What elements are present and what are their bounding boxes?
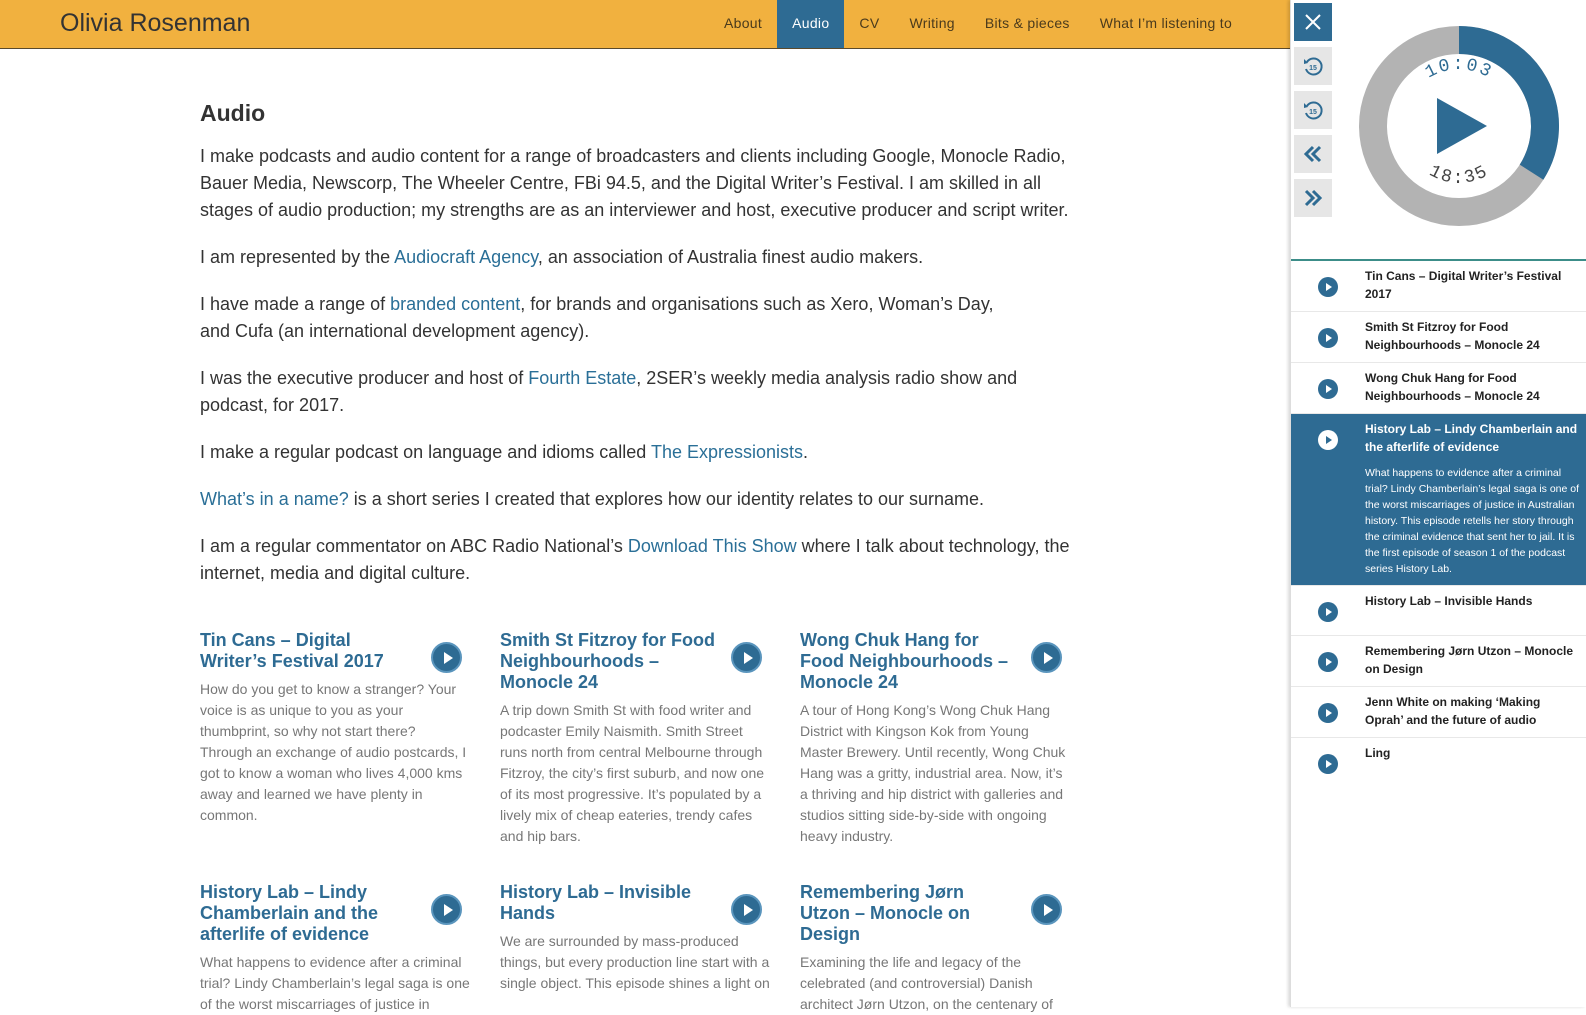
- main-nav: [709, 0, 1247, 48]
- audiocraft-link[interactable]: Audiocraft Agency: [394, 247, 538, 267]
- playlist-item-title: Ling: [1365, 746, 1391, 760]
- text: I have made a range of: [200, 294, 391, 314]
- playlist-item[interactable]: [1291, 636, 1586, 687]
- next-track-button[interactable]: [1294, 179, 1332, 217]
- playlist-item-title: History Lab – Lindy Chamberlain and the afterlife of evidence: [1365, 422, 1578, 454]
- playlist-item-title: Smith St Fitzroy for Food Neighbourhoods – Monocle 24: [1365, 320, 1540, 352]
- playlist-item[interactable]: [1291, 687, 1586, 738]
- playlist-item[interactable]: [1291, 261, 1586, 312]
- play-icon[interactable]: [1031, 642, 1062, 673]
- branded-paragraph: [200, 291, 1000, 345]
- play-icon[interactable]: [1437, 98, 1487, 154]
- nav-bits-pieces[interactable]: Bits & pieces: [984, 15, 1070, 31]
- whats-in-a-name-link[interactable]: What’s in a name?: [200, 489, 349, 509]
- elapsed-time: 10:03: [1422, 55, 1496, 84]
- branded-content-link[interactable]: branded content: [390, 294, 521, 314]
- forward-15-button[interactable]: [1294, 91, 1332, 129]
- episode-card: [500, 630, 772, 847]
- play-icon[interactable]: [1031, 894, 1062, 925]
- svg-text:10:03: [1422, 55, 1496, 83]
- episode-title[interactable]: History Lab – Invisible Hands: [500, 882, 692, 923]
- episode-card: [200, 882, 472, 1015]
- text: .: [803, 442, 809, 462]
- episode-title[interactable]: Smith St Fitzroy for Food Neighbourhoods – Monocle 24: [500, 630, 715, 692]
- episode-title[interactable]: History Lab – Lindy Chamberlain and the afterlife of evidence: [200, 882, 379, 944]
- play-icon[interactable]: [1318, 703, 1338, 723]
- episode-description: What happens to evidence after a criminal trial? Lindy Chamberlain’s legal saga is one of the worst miscarriages of justice in: [200, 954, 470, 1012]
- play-icon[interactable]: [1318, 652, 1338, 672]
- text: , an association of Australia finest audio makers.: [537, 247, 924, 267]
- download-this-show-link[interactable]: Download This Show: [627, 536, 797, 556]
- play-icon[interactable]: [431, 894, 462, 925]
- text: is a short series I created that explores how our identity relates to our surname.: [348, 489, 985, 509]
- forward-15-icon: [1301, 98, 1325, 122]
- download-show-paragraph: [200, 533, 1080, 587]
- playlist-item[interactable]: [1291, 312, 1586, 363]
- episode-title[interactable]: Tin Cans – Digital Writer’s Festival 2017: [200, 630, 384, 671]
- nav-writing[interactable]: Writing: [909, 15, 955, 31]
- text: I make a regular podcast on language and idioms called: [200, 442, 651, 462]
- playlist-item-title: Jenn White on making ‘Making Oprah’ and the future of audio: [1365, 695, 1541, 727]
- progress-dial[interactable]: [1359, 26, 1559, 226]
- main-content: [200, 100, 1080, 607]
- site-title[interactable]: Olivia Rosenman: [60, 9, 251, 37]
- playlist-item-title: Tin Cans – Digital Writer’s Festival 2017: [1365, 269, 1562, 301]
- episode-card: [800, 630, 1072, 847]
- playlist-item-title: History Lab – Invisible Hands: [1365, 594, 1533, 608]
- previous-track-button[interactable]: [1294, 135, 1332, 173]
- episode-card: [800, 882, 1072, 1015]
- fourth-estate-link[interactable]: Fourth Estate: [528, 368, 637, 388]
- agency-paragraph: [200, 244, 1080, 271]
- playlist-item-title: Remembering Jørn Utzon – Monocle on Design: [1365, 644, 1574, 676]
- whats-in-a-name-paragraph: [200, 486, 1080, 513]
- play-icon[interactable]: [731, 642, 762, 673]
- svg-text:18:35: [1426, 162, 1492, 189]
- playlist-item-title: Wong Chuk Hang for Food Neighbourhoods – Monocle 24: [1365, 371, 1540, 403]
- nav-about[interactable]: About: [724, 15, 763, 31]
- play-icon[interactable]: [1318, 277, 1338, 297]
- play-icon[interactable]: [1318, 602, 1338, 622]
- playlist-item[interactable]: [1291, 363, 1586, 414]
- text: I was the executive producer and host of: [200, 368, 529, 388]
- play-icon[interactable]: [1318, 754, 1338, 774]
- double-chevron-left-icon: [1302, 143, 1324, 165]
- episode-description: A trip down Smith St with food writer and podcaster Emily Naismith. Smith Street runs north from central Melbourne through Fitzroy, the city’s first suburb, and now one of its most progressive. It’s populated by a lively mix of cheap eateries, trendy cafes and hip bars.: [500, 702, 765, 844]
- close-player-button[interactable]: [1294, 3, 1332, 41]
- audio-player-panel: [1290, 0, 1586, 1007]
- text: , 2SER’s weekly media analysis radio show and podcast, for 2017.: [200, 368, 1018, 415]
- text: I am a regular commentator on ABC Radio National’s: [200, 536, 628, 556]
- play-icon[interactable]: [1318, 379, 1338, 399]
- fourth-estate-paragraph: [200, 365, 1030, 419]
- skip-label: 15: [1309, 65, 1317, 72]
- page-title: Audio: [200, 100, 266, 126]
- episode-description: How do you get to know a stranger? Your voice is as unique to you as your thumbprint, so why not start there? Through an exchange of audio postcards, I got to know a woman who lives 4,000 kms away and learned we have plenty in common.: [200, 681, 467, 823]
- playlist-item-description: What happens to evidence after a criminal trial? Lindy Chamberlain’s legal saga is one of the worst miscarriages of justice in Australian history. This episode retells her story through the criminal evidence that sent her to jail. It is the first episode of season 1 of the podcast series History Lab.: [1365, 467, 1580, 575]
- episode-description: We are surrounded by mass-produced things, but every production line start with a single object. This episode shines a light on: [500, 933, 770, 991]
- intro-paragraph: I make podcasts and audio content for a range of broadcasters and clients including Google, Monocle Radio, Bauer Media, Newscorp, The Wheeler Centre, FBi 94.5, and the Digital Writer’s Festival. I am skilled in all stages of audio production; my strengths are as an interviewer and host, executive producer and script writer.: [200, 146, 1069, 220]
- play-icon[interactable]: [731, 894, 762, 925]
- text: , for brands and organisations such as Xero, Woman’s Day, and Cufa (an international development agency).: [200, 294, 994, 341]
- episode-card: [500, 882, 772, 994]
- play-icon[interactable]: [1318, 430, 1338, 450]
- playlist-item[interactable]: [1291, 738, 1586, 788]
- close-icon: [1304, 13, 1322, 31]
- rewind-15-button[interactable]: [1294, 47, 1332, 85]
- episode-card: [200, 630, 472, 826]
- playlist-item-active[interactable]: [1291, 414, 1586, 586]
- play-icon[interactable]: [431, 642, 462, 673]
- episode-description: A tour of Hong Kong’s Wong Chuk Hang District with Kingson Kok from Young Master Brewery. Until recently, Wong Chuk Hang was a gritty, industrial area. Now, it’s a thriving and hip district with galleries and studios sitting side-by-side with ongoing heavy industry.: [800, 702, 1066, 844]
- episode-title[interactable]: Remembering Jørn Utzon – Monocle on Design: [800, 882, 970, 944]
- nav-cv[interactable]: CV: [859, 15, 880, 31]
- text: where I talk about technology, the internet, media and digital culture.: [200, 536, 1070, 583]
- nav-audio[interactable]: Audio: [777, 0, 844, 48]
- expressionists-paragraph: [200, 439, 1080, 466]
- top-bar: [0, 0, 1290, 49]
- play-icon[interactable]: [1318, 328, 1338, 348]
- nav-listening[interactable]: What I’m listening to: [1099, 15, 1233, 31]
- playlist-item[interactable]: [1291, 586, 1586, 636]
- text: I am represented by the: [200, 247, 395, 267]
- episode-description: Examining the life and legacy of the celebrated (and controversial) Danish architect Jørn Utzon, on the centenary of: [800, 954, 1053, 1012]
- rewind-15-icon: [1301, 54, 1325, 78]
- playlist: [1291, 259, 1586, 788]
- episode-title[interactable]: Wong Chuk Hang for Food Neighbourhoods – Monocle 24: [800, 630, 1008, 692]
- expressionists-link[interactable]: The Expressionists: [650, 442, 804, 462]
- skip-label: 15: [1309, 109, 1317, 116]
- double-chevron-right-icon: [1302, 187, 1324, 209]
- total-time: 18:35: [1425, 161, 1493, 189]
